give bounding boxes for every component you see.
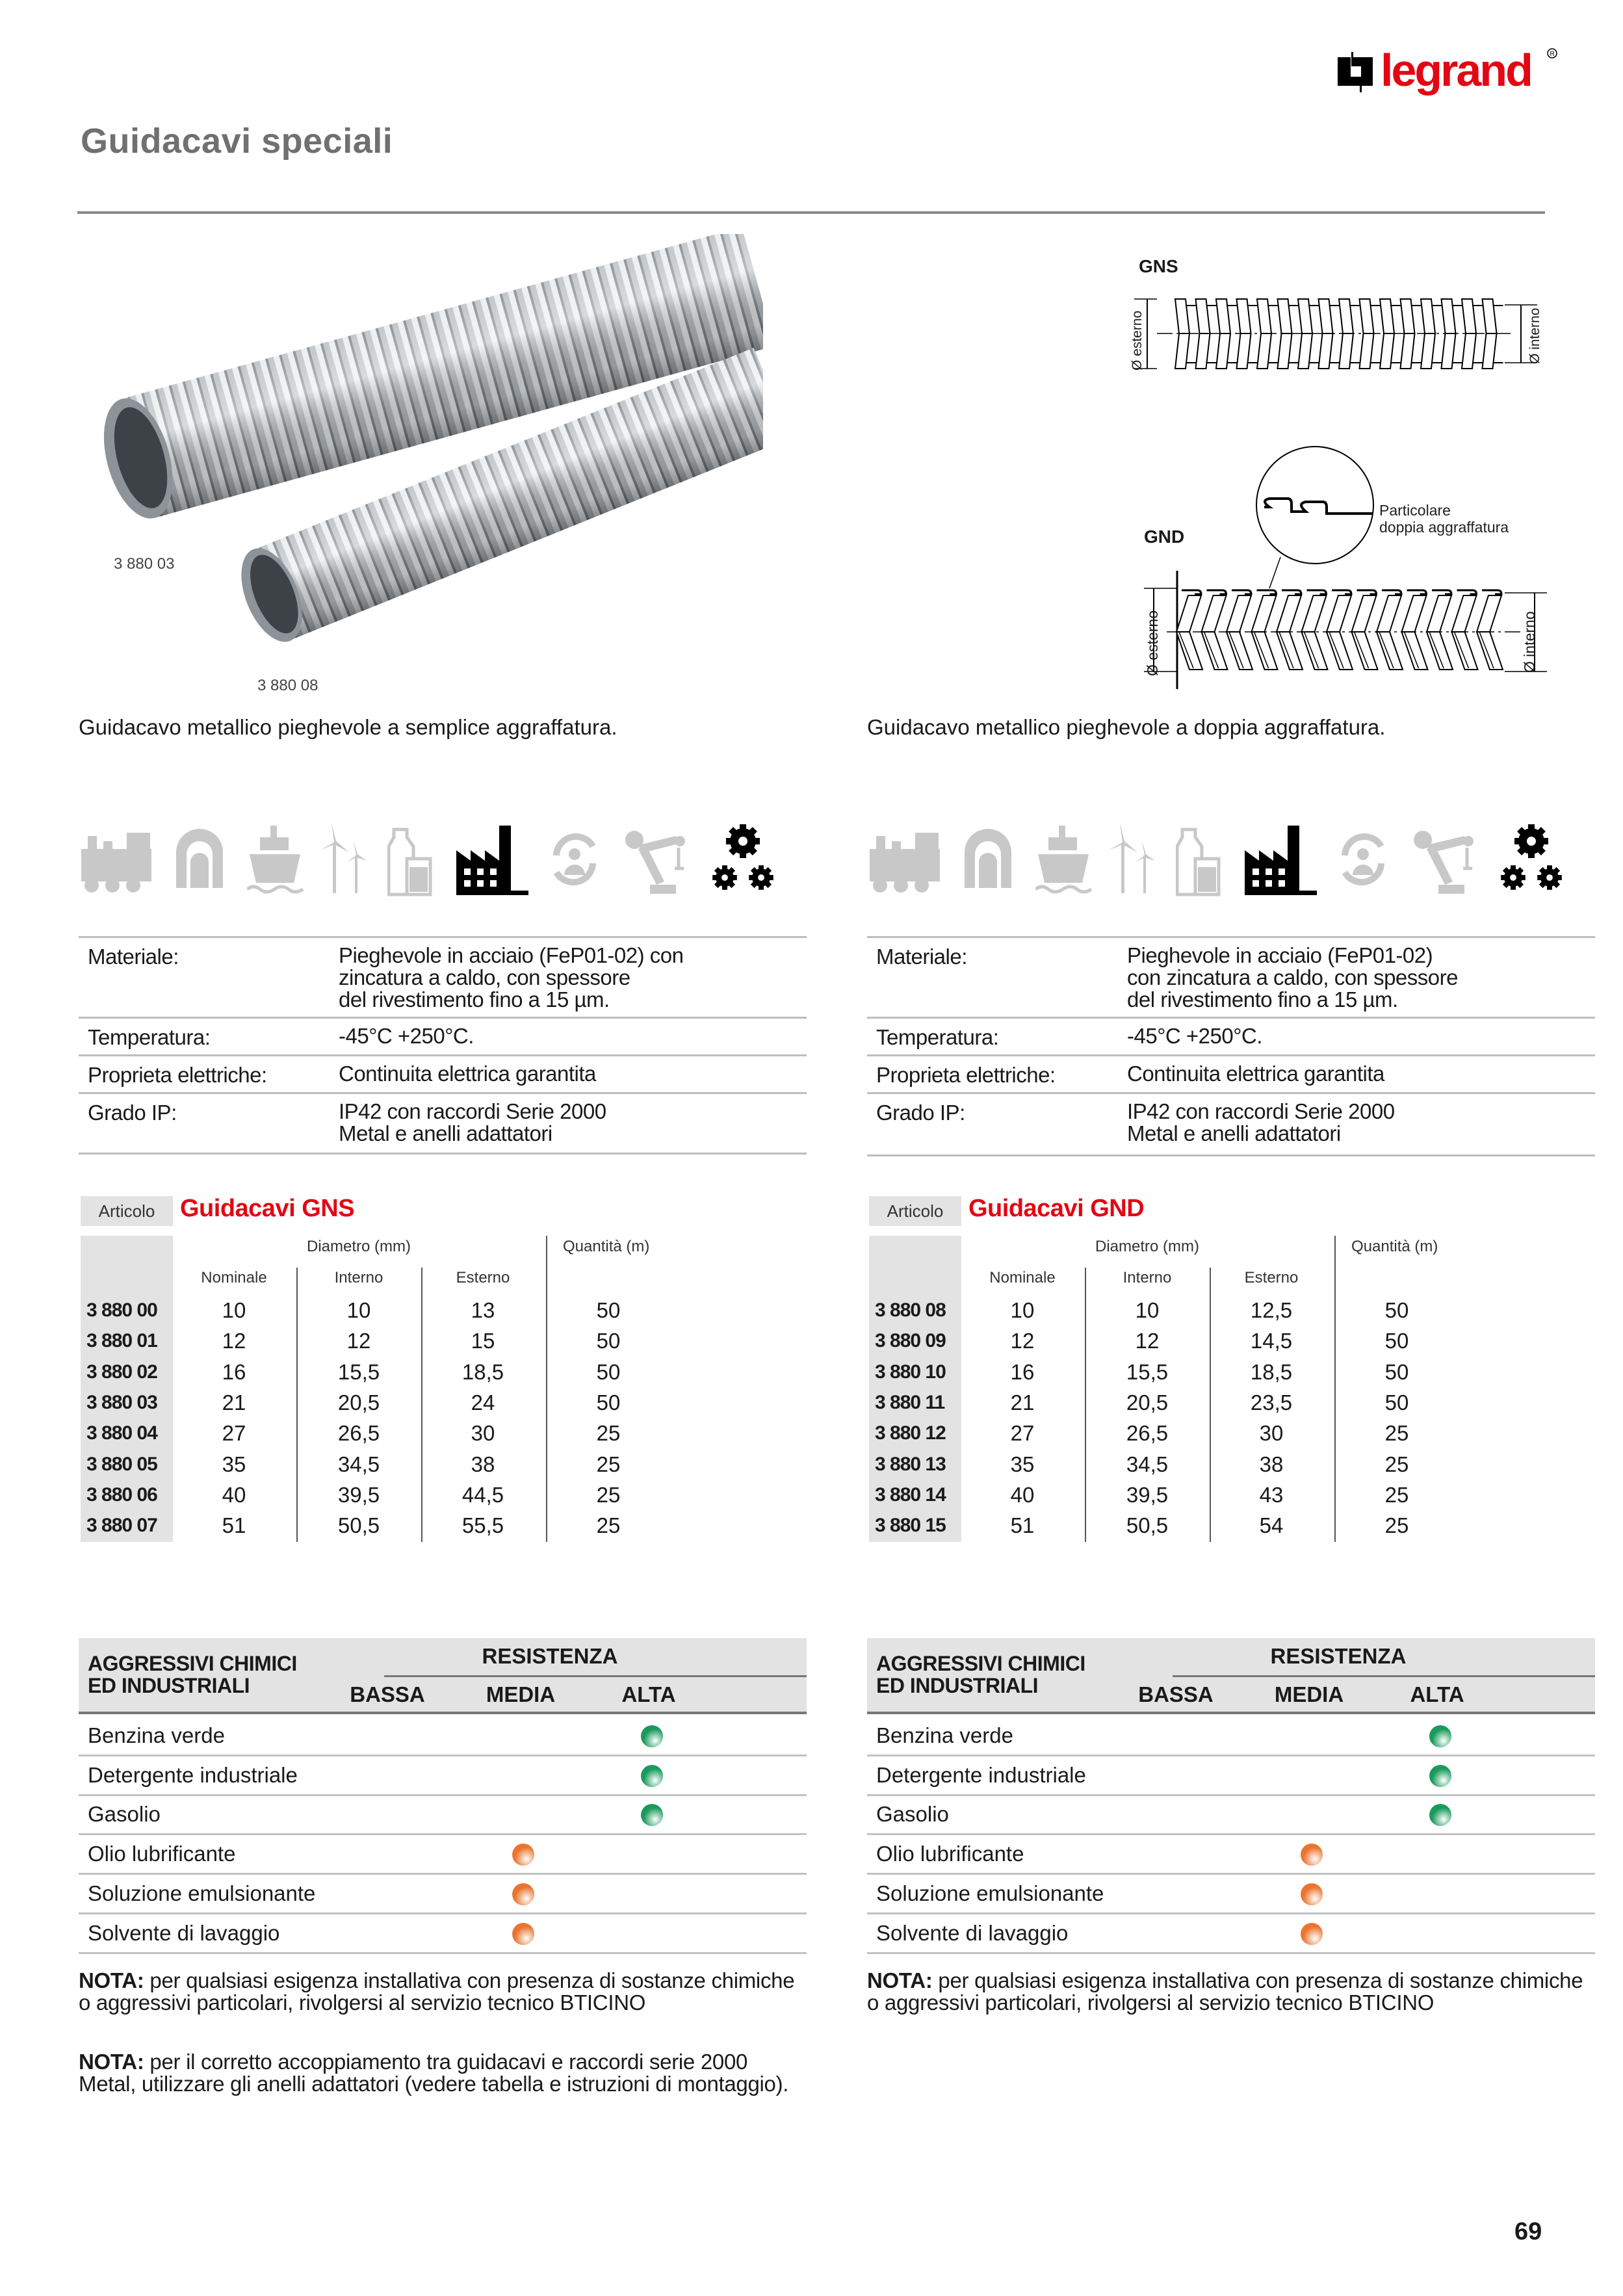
cell-quantita: 50	[596, 1329, 621, 1353]
resistance-media-dot	[512, 1923, 534, 1945]
cell-nominale: 35	[222, 1452, 246, 1476]
gnd-esterno-label: Ø esterno	[1144, 610, 1161, 676]
property-row	[79, 1092, 807, 1155]
article-code: 3 880 10	[875, 1361, 946, 1383]
cell-nominale: 35	[1010, 1452, 1035, 1476]
chemical-name: Gasolio	[876, 1802, 949, 1827]
robot-arm-icon	[624, 823, 689, 898]
chemical-name: Soluzione emulsionante	[88, 1881, 316, 1905]
resistance-alta-dot	[641, 1804, 663, 1826]
table-title: Guidacavi GND	[968, 1195, 1145, 1222]
note-text: per il corretto accoppiamento tra guidacavi e raccordi serie 2000 Metal, utilizzare gli anelli adattatori (vedere tabella e istruzioni di montaggio).	[79, 2050, 789, 2096]
article-code: 3 880 04	[86, 1422, 157, 1444]
cell-quantita: 25	[1384, 1482, 1409, 1507]
resistance-row	[867, 1756, 1595, 1796]
resistance-alta-dot	[641, 1725, 663, 1747]
article-code: 3 880 15	[875, 1515, 946, 1537]
chemical-name: Benzina verde	[88, 1723, 225, 1747]
note	[867, 1970, 1595, 2014]
article-code: 3 880 02	[86, 1361, 157, 1383]
property-label: Temperatura:	[88, 1025, 211, 1049]
resistance-row	[867, 1875, 1595, 1914]
chemical-name: Solvente di lavaggio	[88, 1920, 280, 1945]
cell-quantita: 25	[596, 1421, 621, 1446]
gns-product-panel	[79, 0, 807, 2145]
article-code: 3 880 05	[86, 1453, 157, 1475]
application-icons	[867, 823, 1595, 898]
cell-nominale: 10	[222, 1298, 246, 1322]
train-icon	[81, 823, 154, 898]
svg-text:R: R	[1550, 51, 1555, 58]
cell-interno: 34,5	[1126, 1452, 1169, 1476]
resistance-row	[79, 1717, 807, 1756]
property-row	[79, 936, 807, 1017]
property-row	[867, 1017, 1595, 1054]
article-code: 3 880 09	[875, 1330, 946, 1352]
cell-esterno: 14,5	[1250, 1329, 1293, 1353]
note-text: per qualsiasi esigenza installativa con presenza di sostanze chimiche o aggressivi particolari, rivolgersi al servizio tecnico BTICINO	[867, 1968, 1583, 2015]
cell-interno: 39,5	[337, 1482, 380, 1507]
detail-caption-line1: Particolare	[1379, 502, 1451, 519]
property-label: Materiale:	[88, 945, 179, 969]
cell-quantita: 50	[596, 1359, 621, 1384]
recycle-person-icon	[551, 823, 601, 898]
quantita-header: Quantità (m)	[1351, 1238, 1438, 1255]
column-divider	[421, 1268, 422, 1542]
property-label: Grado IP:	[88, 1101, 177, 1125]
train-icon	[870, 823, 942, 898]
cell-esterno: 12,5	[1250, 1298, 1293, 1322]
note-text: per qualsiasi esigenza installativa con presenza di sostanze chimiche o aggressivi particolari, rivolgersi al servizio tecnico BTICINO	[79, 1968, 795, 2015]
cell-esterno: 38	[1259, 1452, 1284, 1476]
property-label: Proprieta elettriche:	[88, 1063, 267, 1087]
note	[79, 1970, 807, 2014]
chemical-name: Solvente di lavaggio	[876, 1920, 1069, 1945]
resistance-media-dot	[1301, 1844, 1323, 1866]
subheader-esterno: Esterno	[456, 1269, 510, 1286]
cell-nominale: 10	[1010, 1298, 1035, 1322]
page-title: Guidacavi speciali	[81, 122, 393, 161]
property-row	[867, 936, 1595, 1017]
page-number: 69	[1514, 2218, 1542, 2245]
resistance-row	[867, 1717, 1595, 1756]
cell-esterno: 30	[471, 1421, 495, 1446]
gnd-interno-label: Ø interno	[1521, 611, 1538, 673]
cell-interno: 12	[346, 1329, 371, 1353]
resistenza-header: RESISTENZA	[384, 1638, 807, 1677]
cell-nominale: 12	[1010, 1329, 1035, 1353]
ship-icon	[1035, 823, 1094, 898]
wind-turbine-icon	[320, 823, 369, 898]
tunnel-icon	[174, 823, 228, 898]
note-label: NOTA:	[79, 2050, 144, 2074]
food-beverage-icon	[387, 823, 434, 898]
note-label: NOTA:	[79, 1968, 144, 1992]
note-label: NOTA:	[867, 1968, 933, 1992]
cell-nominale: 16	[1010, 1359, 1035, 1384]
level-bassa: BASSA	[1138, 1682, 1214, 1706]
photo-label-3-880-03: 3 880 03	[114, 555, 175, 573]
cell-interno: 15,5	[1126, 1359, 1169, 1384]
resistance-alta-dot	[1429, 1804, 1451, 1826]
cell-quantita: 25	[1384, 1513, 1409, 1538]
column-divider	[296, 1268, 298, 1542]
property-value: Pieghevole in acciaio (FeP01-02) con zincatura a caldo, con spessore del rivestimento fino a 15 µm.	[339, 943, 684, 1011]
cell-nominale: 51	[1010, 1513, 1035, 1538]
resistance-row	[867, 1835, 1595, 1875]
resistance-media-dot	[1301, 1923, 1323, 1945]
cell-interno: 20,5	[337, 1390, 380, 1415]
cell-nominale: 21	[1010, 1390, 1035, 1415]
cell-quantita: 50	[1384, 1390, 1409, 1415]
property-value: -45°C +250°C.	[339, 1024, 474, 1048]
resistance-row	[79, 1914, 807, 1954]
cell-quantita: 50	[1384, 1298, 1409, 1322]
application-icons	[79, 823, 807, 898]
subheader-interno: Interno	[334, 1269, 383, 1286]
column-divider	[1085, 1268, 1086, 1542]
cell-interno: 10	[346, 1298, 371, 1322]
gns-esterno-label: Ø esterno	[1130, 310, 1145, 371]
cell-interno: 26,5	[1126, 1421, 1169, 1446]
article-code: 3 880 14	[875, 1483, 946, 1506]
cell-quantita: 25	[596, 1452, 621, 1476]
property-value: IP42 con raccordi Serie 2000 Metal e anelli adattatori	[1127, 1099, 1395, 1145]
level-alta: ALTA	[621, 1682, 676, 1706]
level-alta: ALTA	[1410, 1682, 1464, 1706]
resistance-media-dot	[1301, 1883, 1323, 1905]
subheader-interno: Interno	[1123, 1269, 1172, 1286]
article-code: 3 880 12	[875, 1422, 946, 1444]
cell-quantita: 25	[596, 1482, 621, 1507]
resistenza-header: RESISTENZA	[1173, 1638, 1595, 1677]
cell-nominale: 40	[222, 1482, 246, 1507]
chemical-name: Detergente industriale	[88, 1762, 298, 1787]
cell-quantita: 50	[596, 1390, 621, 1415]
cell-esterno: 54	[1259, 1513, 1284, 1538]
article-code: 3 880 01	[86, 1330, 157, 1352]
chemical-name: Olio lubrificante	[88, 1842, 236, 1866]
wind-turbine-icon	[1108, 823, 1158, 898]
cell-esterno: 15	[471, 1329, 495, 1353]
resistance-alta-dot	[1429, 1765, 1451, 1787]
articolo-label: Articolo	[869, 1196, 961, 1226]
chemical-name: Benzina verde	[876, 1723, 1013, 1747]
resistance-table-header	[867, 1638, 1595, 1714]
chemical-name: Soluzione emulsionante	[876, 1881, 1104, 1905]
cell-nominale: 12	[222, 1329, 246, 1353]
cell-quantita: 25	[1384, 1421, 1409, 1446]
cell-esterno: 44,5	[461, 1482, 504, 1507]
cell-esterno: 24	[471, 1390, 495, 1415]
article-code: 3 880 13	[875, 1453, 946, 1475]
cell-nominale: 27	[222, 1421, 246, 1446]
articolo-label: Articolo	[81, 1196, 173, 1226]
resistance-row	[79, 1835, 807, 1875]
resistance-media-dot	[512, 1844, 534, 1866]
property-label: Temperatura:	[876, 1025, 999, 1049]
resistance-row	[867, 1914, 1595, 1954]
cell-nominale: 27	[1010, 1421, 1035, 1446]
cell-quantita: 25	[1384, 1452, 1409, 1476]
detail-caption-line2: doppia aggraffatura	[1379, 519, 1509, 536]
product-caption: Guidacavo metallico pieghevole a doppia aggraffatura.	[867, 715, 1386, 739]
article-code: 3 880 03	[86, 1391, 157, 1413]
gnd-label: GND	[1144, 527, 1185, 547]
product-caption: Guidacavo metallico pieghevole a semplice aggraffatura.	[79, 715, 617, 739]
cell-interno: 15,5	[337, 1359, 380, 1384]
property-label: Proprieta elettriche:	[876, 1063, 1056, 1087]
cell-interno: 20,5	[1126, 1390, 1169, 1415]
factory-icon	[1245, 823, 1319, 898]
subheader-nominale: Nominale	[989, 1269, 1056, 1286]
cell-nominale: 21	[222, 1390, 246, 1415]
cell-interno: 50,5	[1126, 1513, 1169, 1538]
cell-esterno: 18,5	[1250, 1359, 1293, 1384]
cell-interno: 34,5	[337, 1452, 380, 1476]
cell-esterno: 18,5	[461, 1359, 504, 1384]
article-code: 3 880 08	[875, 1299, 946, 1321]
gnd-product-panel	[867, 0, 1595, 2145]
photo-label-3-880-08: 3 880 08	[257, 677, 318, 694]
cell-quantita: 50	[1384, 1359, 1409, 1384]
cell-quantita: 25	[596, 1513, 621, 1538]
cell-interno: 12	[1135, 1329, 1160, 1353]
subheader-nominale: Nominale	[201, 1269, 267, 1286]
gns-interno-label: Ø interno	[1527, 307, 1542, 364]
property-label: Grado IP:	[876, 1101, 965, 1125]
cell-nominale: 40	[1010, 1482, 1035, 1507]
resistance-alta-dot	[1429, 1725, 1451, 1747]
property-label: Materiale:	[876, 945, 967, 969]
cell-interno: 50,5	[337, 1513, 380, 1538]
level-bassa: BASSA	[350, 1682, 425, 1706]
property-value: Continuita elettrica garantita	[339, 1062, 596, 1086]
cell-interno: 10	[1135, 1298, 1160, 1322]
level-media: MEDIA	[486, 1682, 556, 1706]
cell-esterno: 23,5	[1250, 1390, 1293, 1415]
resistance-alta-dot	[641, 1765, 663, 1787]
gears-icon	[712, 823, 777, 898]
ship-icon	[247, 823, 305, 898]
subheader-esterno: Esterno	[1244, 1269, 1299, 1286]
cell-quantita: 50	[596, 1298, 621, 1322]
robot-arm-icon	[1412, 823, 1477, 898]
column-divider	[1210, 1268, 1211, 1542]
article-code: 3 880 06	[86, 1483, 157, 1506]
table-title: Guidacavi GNS	[180, 1195, 355, 1222]
property-value: Pieghevole in acciaio (FeP01-02) con zincatura a caldo, con spessore del rivestimento fino a 15 µm.	[1127, 943, 1458, 1011]
level-media: MEDIA	[1274, 1682, 1344, 1706]
diametro-header: Diametro (mm)	[307, 1238, 411, 1255]
property-value: Continuita elettrica garantita	[1127, 1062, 1384, 1086]
recycle-person-icon	[1340, 823, 1389, 898]
resistance-row	[79, 1795, 807, 1835]
cell-esterno: 43	[1259, 1482, 1284, 1507]
quantita-header: Quantità (m)	[563, 1238, 650, 1255]
property-row	[79, 1054, 807, 1092]
chemical-name: Detergente industriale	[876, 1762, 1086, 1787]
article-code: 3 880 00	[86, 1299, 157, 1321]
property-row	[867, 1054, 1595, 1092]
property-row	[79, 1017, 807, 1054]
cell-interno: 39,5	[1126, 1482, 1169, 1507]
cell-esterno: 38	[471, 1452, 495, 1476]
food-beverage-icon	[1176, 823, 1223, 898]
chemical-name: Gasolio	[88, 1802, 161, 1827]
article-code: 3 880 07	[86, 1515, 157, 1537]
resistance-table-header	[79, 1638, 807, 1714]
property-value: -45°C +250°C.	[1127, 1024, 1262, 1048]
resistance-media-dot	[512, 1883, 534, 1905]
cell-esterno: 55,5	[461, 1513, 504, 1538]
property-value: IP42 con raccordi Serie 2000 Metal e anelli adattatori	[339, 1099, 606, 1145]
resistance-row	[867, 1795, 1595, 1835]
cell-interno: 26,5	[337, 1421, 380, 1446]
column-divider	[546, 1236, 547, 1542]
column-divider	[1334, 1236, 1336, 1542]
cell-nominale: 51	[222, 1513, 246, 1538]
cell-nominale: 16	[222, 1359, 246, 1384]
factory-icon	[456, 823, 531, 898]
property-row	[867, 1092, 1595, 1156]
diametro-header: Diametro (mm)	[1095, 1238, 1199, 1255]
chemical-name: Olio lubrificante	[876, 1842, 1024, 1866]
aggressivi-header: AGGRESSIVI CHIMICI ED INDUSTRIALI	[876, 1652, 1085, 1697]
cell-quantita: 50	[1384, 1329, 1409, 1353]
svg-text:legrand: legrand	[1381, 45, 1531, 96]
article-code: 3 880 11	[875, 1391, 945, 1413]
cell-esterno: 30	[1259, 1421, 1284, 1446]
gns-label: GNS	[1139, 256, 1178, 276]
tunnel-icon	[962, 823, 1017, 898]
cell-esterno: 13	[471, 1298, 495, 1322]
aggressivi-header: AGGRESSIVI CHIMICI ED INDUSTRIALI	[88, 1652, 297, 1697]
gears-icon	[1500, 823, 1565, 898]
resistance-row	[79, 1875, 807, 1914]
note	[79, 2051, 807, 2095]
resistance-row	[79, 1756, 807, 1796]
